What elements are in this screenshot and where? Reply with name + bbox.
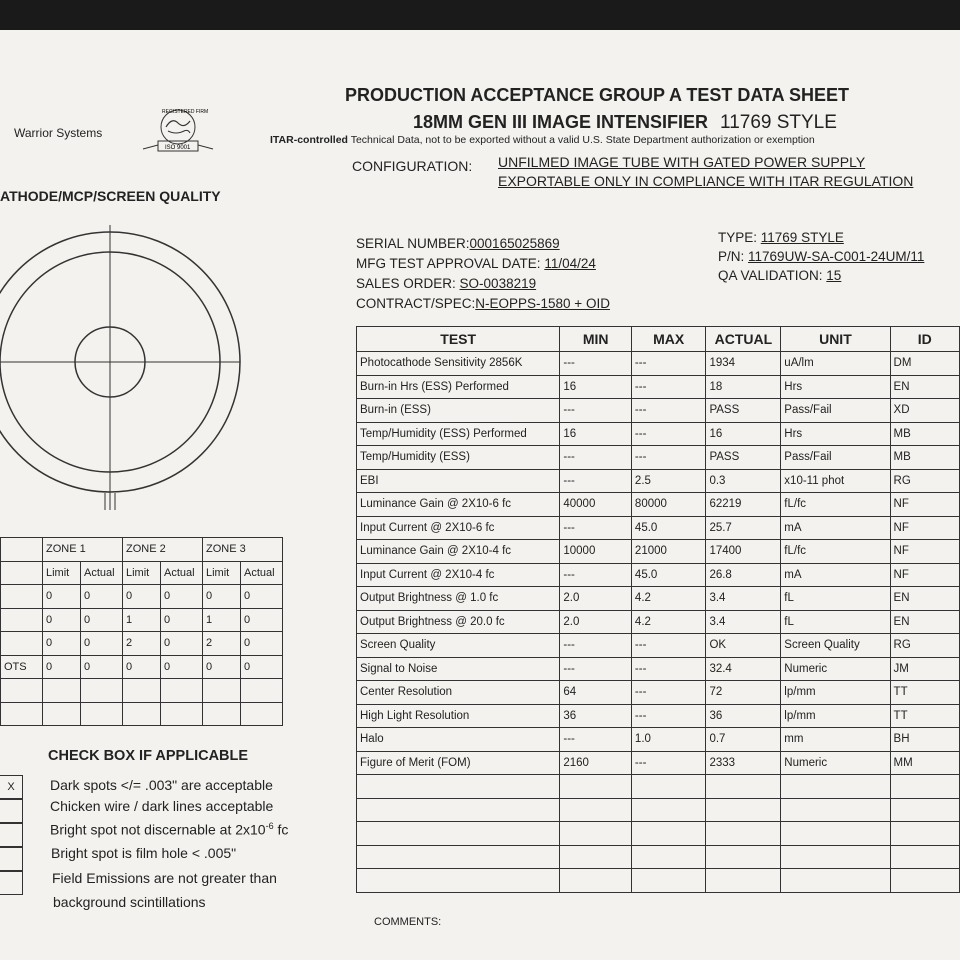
test-name-cell: Temp/Humidity (ESS) xyxy=(357,446,560,470)
table-row xyxy=(357,681,960,705)
max-cell: --- xyxy=(631,657,706,681)
zone-cell: 2 xyxy=(203,632,241,656)
pn-label: P/N: xyxy=(718,249,745,264)
comments-label: COMMENTS: xyxy=(374,916,442,928)
table-row xyxy=(357,540,960,564)
checkbox-field-emissions[interactable] xyxy=(0,871,23,895)
id-cell: NF xyxy=(890,493,959,517)
test-name-cell: Temp/Humidity (ESS) Performed xyxy=(357,422,560,446)
unit-cell: fL xyxy=(781,610,890,634)
check-item-film-hole: Bright spot is film hole < .005" xyxy=(51,845,237,861)
zone-cell: 1 xyxy=(203,608,241,632)
mfg-label: MFG TEST APPROVAL DATE: xyxy=(356,256,541,271)
zone-3-header: ZONE 3 xyxy=(203,538,283,562)
iso-seal-icon xyxy=(138,105,218,155)
id-cell: MM xyxy=(890,751,959,775)
checkbox-dark-spots[interactable] xyxy=(0,775,23,799)
config-label: CONFIGURATION: xyxy=(352,158,473,174)
check-item-bright-spot-text: Bright spot not discernable at 2x10 xyxy=(50,821,266,838)
min-cell: --- xyxy=(560,352,632,376)
id-cell: DM xyxy=(890,352,959,376)
min-cell: --- xyxy=(560,446,632,470)
zone-empty-row xyxy=(1,679,283,703)
serial-number-field xyxy=(356,236,560,251)
check-item-background: background scintillations xyxy=(53,894,206,910)
id-cell: EN xyxy=(890,610,959,634)
min-cell: 36 xyxy=(560,704,632,728)
checkbox-bright-spot-discernable[interactable] xyxy=(0,823,23,847)
test-name-cell: Signal to Noise xyxy=(357,657,560,681)
max-cell: 45.0 xyxy=(631,563,706,587)
check-item-dark-spots: Dark spots </= .003" are acceptable xyxy=(50,777,273,793)
unit-cell: x10-11 phot xyxy=(781,469,890,493)
max-cell: --- xyxy=(631,681,706,705)
max-cell: 4.2 xyxy=(631,610,706,634)
pn-value: 11769UW-SA-C001-24UM/11 xyxy=(748,249,925,264)
actual-cell: 25.7 xyxy=(706,516,781,540)
type-field xyxy=(718,230,844,245)
table-row xyxy=(357,728,960,752)
type-value: 11769 STYLE xyxy=(760,230,844,245)
zone-2-limit: Limit xyxy=(123,561,161,585)
zone-cell: 0 xyxy=(161,655,203,679)
screen-quality-diagram xyxy=(0,225,250,515)
zone-3-actual: Actual xyxy=(241,561,283,585)
actual-cell: 3.4 xyxy=(706,610,781,634)
actual-cell: 16 xyxy=(706,422,781,446)
col-min: MIN xyxy=(560,327,632,352)
empty-row xyxy=(357,775,960,799)
table-row xyxy=(357,422,960,446)
min-cell: 16 xyxy=(560,375,632,399)
test-name-cell: Input Current @ 2X10-4 fc xyxy=(357,563,560,587)
max-cell: --- xyxy=(631,634,706,658)
table-row xyxy=(357,399,960,423)
zone-table xyxy=(0,537,283,726)
zone-cell: 0 xyxy=(123,655,161,679)
zone-cell: 0 xyxy=(241,655,283,679)
zone-3-limit: Limit xyxy=(203,561,241,585)
zone-cell: 0 xyxy=(43,655,81,679)
checkbox-chicken-wire[interactable] xyxy=(0,799,23,823)
col-test: TEST xyxy=(357,327,560,352)
zone-cell: 0 xyxy=(241,608,283,632)
id-cell: MB xyxy=(890,446,959,470)
zone-cell: 0 xyxy=(203,585,241,609)
sales-label: SALES ORDER: xyxy=(356,276,456,291)
table-row xyxy=(357,634,960,658)
unit-cell: lp/mm xyxy=(781,681,890,705)
check-item-exponent: -6 xyxy=(265,821,274,831)
zone-row xyxy=(1,585,283,609)
max-cell: --- xyxy=(631,751,706,775)
zone-subheader-blank xyxy=(1,561,43,585)
zone-cell: 0 xyxy=(123,585,161,609)
table-row xyxy=(357,493,960,517)
min-cell: --- xyxy=(560,399,632,423)
serial-label: SERIAL NUMBER: xyxy=(356,236,470,251)
actual-cell: 26.8 xyxy=(706,563,781,587)
id-cell: XD xyxy=(890,399,959,423)
sales-value: SO-0038219 xyxy=(459,276,537,291)
zone-cell: 2 xyxy=(123,632,161,656)
id-cell: JM xyxy=(890,657,959,681)
zone-cell: 0 xyxy=(241,632,283,656)
min-cell: 64 xyxy=(560,681,632,705)
zone-cell: 0 xyxy=(43,608,81,632)
unit-cell: fL/fc xyxy=(781,493,890,517)
unit-cell: fL xyxy=(781,587,890,611)
test-name-cell: Luminance Gain @ 2X10-6 fc xyxy=(357,493,560,517)
actual-cell: 17400 xyxy=(706,540,781,564)
id-cell: EN xyxy=(890,587,959,611)
id-cell: RG xyxy=(890,634,959,658)
test-name-cell: Output Brightness @ 1.0 fc xyxy=(357,587,560,611)
actual-cell: 18 xyxy=(706,375,781,399)
max-cell: --- xyxy=(631,704,706,728)
test-name-cell: Figure of Merit (FOM) xyxy=(357,751,560,775)
unit-cell: mA xyxy=(781,516,890,540)
test-name-cell: EBI xyxy=(357,469,560,493)
test-name-cell: Photocathode Sensitivity 2856K xyxy=(357,352,560,376)
itar-bold: ITAR-controlled xyxy=(270,134,348,146)
zone-cell: 0 xyxy=(81,585,123,609)
table-row xyxy=(357,469,960,493)
checkbox-bright-spot-film-hole[interactable] xyxy=(0,847,23,871)
qa-value: 15 xyxy=(826,268,842,283)
config-line-1: UNFILMED IMAGE TUBE WITH GATED POWER SUPPLY xyxy=(498,154,866,170)
zone-cell: 0 xyxy=(241,585,283,609)
zone-row-label xyxy=(1,608,43,632)
seal-iso-text: ISO 9001 xyxy=(165,145,191,151)
zone-cell: 0 xyxy=(81,608,123,632)
zone-1-limit: Limit xyxy=(43,561,81,585)
min-cell: 2160 xyxy=(560,751,632,775)
unit-cell: mm xyxy=(781,728,890,752)
zone-corner xyxy=(1,538,43,562)
zone-2-actual: Actual xyxy=(161,561,203,585)
seal-registered-text: REGISTERED FIRM xyxy=(162,109,209,115)
actual-cell: 72 xyxy=(706,681,781,705)
zone-header-row xyxy=(1,538,283,562)
min-cell: 16 xyxy=(560,422,632,446)
table-row xyxy=(357,610,960,634)
zone-1-header: ZONE 1 xyxy=(43,538,123,562)
col-id: ID xyxy=(890,327,959,352)
contract-label: CONTRACT/SPEC: xyxy=(356,296,476,311)
max-cell: --- xyxy=(631,399,706,423)
company-name: Warrior Systems xyxy=(14,126,103,140)
min-cell: --- xyxy=(560,728,632,752)
id-cell: TT xyxy=(890,704,959,728)
zone-2-header: ZONE 2 xyxy=(123,538,203,562)
id-cell: TT xyxy=(890,681,959,705)
zone-row-label: OTS xyxy=(1,655,43,679)
itar-notice xyxy=(270,134,815,146)
zone-row xyxy=(1,655,283,679)
unit-cell: mA xyxy=(781,563,890,587)
actual-cell: 32.4 xyxy=(706,657,781,681)
unit-cell: Pass/Fail xyxy=(781,399,890,423)
actual-cell: 3.4 xyxy=(706,587,781,611)
zone-cell: 0 xyxy=(43,632,81,656)
contract-value: N-EOPPS-1580 + OID xyxy=(475,296,610,311)
zone-cell: 0 xyxy=(81,632,123,656)
max-cell: 4.2 xyxy=(631,587,706,611)
qa-field xyxy=(718,268,841,283)
test-name-cell: Burn-in (ESS) xyxy=(357,399,560,423)
zone-1-actual: Actual xyxy=(81,561,123,585)
table-row xyxy=(357,751,960,775)
zone-cell: 0 xyxy=(203,655,241,679)
subtitle-text: 18MM GEN III IMAGE INTENSIFIER xyxy=(413,112,709,132)
zone-cell: 0 xyxy=(161,632,203,656)
id-cell: NF xyxy=(890,563,959,587)
empty-row xyxy=(357,822,960,846)
type-label: TYPE: xyxy=(718,230,758,245)
test-table-header xyxy=(357,327,960,352)
table-row xyxy=(357,587,960,611)
serial-value: 000165025869 xyxy=(469,236,560,251)
check-item-fc: fc xyxy=(277,821,289,838)
contract-field xyxy=(356,296,610,311)
zone-subheader-row xyxy=(1,561,283,585)
zone-cell: 0 xyxy=(161,585,203,609)
checkbox-section-title: CHECK BOX IF APPLICABLE xyxy=(48,748,249,764)
min-cell: --- xyxy=(560,469,632,493)
test-name-cell: Center Resolution xyxy=(357,681,560,705)
actual-cell: 62219 xyxy=(706,493,781,517)
table-row xyxy=(357,375,960,399)
min-cell: --- xyxy=(560,563,632,587)
unit-cell: Pass/Fail xyxy=(781,446,890,470)
col-unit: UNIT xyxy=(781,327,890,352)
unit-cell: Numeric xyxy=(781,657,890,681)
mfg-value: 11/04/24 xyxy=(544,256,596,271)
checkbox-mark: X xyxy=(7,781,15,793)
table-row xyxy=(357,516,960,540)
sheet-subtitle xyxy=(413,112,837,134)
empty-row xyxy=(357,845,960,869)
zone-cell: 0 xyxy=(161,608,203,632)
max-cell: 1.0 xyxy=(631,728,706,752)
pn-field xyxy=(718,249,924,264)
min-cell: 40000 xyxy=(560,493,632,517)
id-cell: NF xyxy=(890,540,959,564)
unit-cell: lp/mm xyxy=(781,704,890,728)
unit-cell: Screen Quality xyxy=(781,634,890,658)
check-item-field-emissions: Field Emissions are not greater than xyxy=(52,870,277,886)
min-cell: --- xyxy=(560,634,632,658)
zone-cell: 0 xyxy=(43,585,81,609)
zone-cell: 1 xyxy=(123,608,161,632)
min-cell: --- xyxy=(560,657,632,681)
unit-cell: Hrs xyxy=(781,375,890,399)
test-data-sheet xyxy=(0,30,960,960)
test-name-cell: Input Current @ 2X10-6 fc xyxy=(357,516,560,540)
table-row xyxy=(357,446,960,470)
cathode-section-title: ATHODE/MCP/SCREEN QUALITY xyxy=(0,188,221,204)
actual-cell: 1934 xyxy=(706,352,781,376)
empty-row xyxy=(357,798,960,822)
test-name-cell: Output Brightness @ 20.0 fc xyxy=(357,610,560,634)
table-row xyxy=(357,657,960,681)
min-cell: --- xyxy=(560,516,632,540)
max-cell: --- xyxy=(631,352,706,376)
test-name-cell: High Light Resolution xyxy=(357,704,560,728)
actual-cell: OK xyxy=(706,634,781,658)
max-cell: --- xyxy=(631,446,706,470)
max-cell: 80000 xyxy=(631,493,706,517)
unit-cell: Hrs xyxy=(781,422,890,446)
zone-row xyxy=(1,608,283,632)
id-cell: MB xyxy=(890,422,959,446)
min-cell: 2.0 xyxy=(560,610,632,634)
col-actual: ACTUAL xyxy=(706,327,781,352)
sheet-title: PRODUCTION ACCEPTANCE GROUP A TEST DATA SHEET xyxy=(345,85,850,105)
test-name-cell: Halo xyxy=(357,728,560,752)
id-cell: EN xyxy=(890,375,959,399)
id-cell: RG xyxy=(890,469,959,493)
check-item-bright-spot xyxy=(50,821,288,838)
unit-cell: Numeric xyxy=(781,751,890,775)
actual-cell: 0.7 xyxy=(706,728,781,752)
test-name-cell: Luminance Gain @ 2X10-4 fc xyxy=(357,540,560,564)
config-line-2: EXPORTABLE ONLY IN COMPLIANCE WITH ITAR REGULATION xyxy=(498,173,914,189)
col-max: MAX xyxy=(631,327,706,352)
test-name-cell: Burn-in Hrs (ESS) Performed xyxy=(357,375,560,399)
style-text: 11769 STYLE xyxy=(720,112,837,133)
max-cell: 21000 xyxy=(631,540,706,564)
min-cell: 10000 xyxy=(560,540,632,564)
actual-cell: PASS xyxy=(706,446,781,470)
actual-cell: PASS xyxy=(706,399,781,423)
actual-cell: 36 xyxy=(706,704,781,728)
max-cell: --- xyxy=(631,422,706,446)
max-cell: 45.0 xyxy=(631,516,706,540)
actual-cell: 2333 xyxy=(706,751,781,775)
max-cell: --- xyxy=(631,375,706,399)
unit-cell: uA/lm xyxy=(781,352,890,376)
test-name-cell: Screen Quality xyxy=(357,634,560,658)
zone-row xyxy=(1,632,283,656)
empty-row xyxy=(357,869,960,893)
table-row xyxy=(357,352,960,376)
test-results-table xyxy=(356,326,960,893)
unit-cell: fL/fc xyxy=(781,540,890,564)
actual-cell: 0.3 xyxy=(706,469,781,493)
qa-label: QA VALIDATION: xyxy=(718,268,823,283)
table-row xyxy=(357,704,960,728)
check-item-chicken-wire: Chicken wire / dark lines acceptable xyxy=(50,798,274,814)
mfg-date-field xyxy=(356,256,596,271)
min-cell: 2.0 xyxy=(560,587,632,611)
sales-order-field xyxy=(356,276,536,291)
max-cell: 2.5 xyxy=(631,469,706,493)
id-cell: BH xyxy=(890,728,959,752)
zone-row-label xyxy=(1,585,43,609)
zone-empty-row xyxy=(1,702,283,726)
id-cell: NF xyxy=(890,516,959,540)
zone-cell: 0 xyxy=(81,655,123,679)
itar-rest: Technical Data, not to be exported without a valid U.S. State Department authorization or exemption xyxy=(350,134,815,146)
zone-row-label xyxy=(1,632,43,656)
table-row xyxy=(357,563,960,587)
